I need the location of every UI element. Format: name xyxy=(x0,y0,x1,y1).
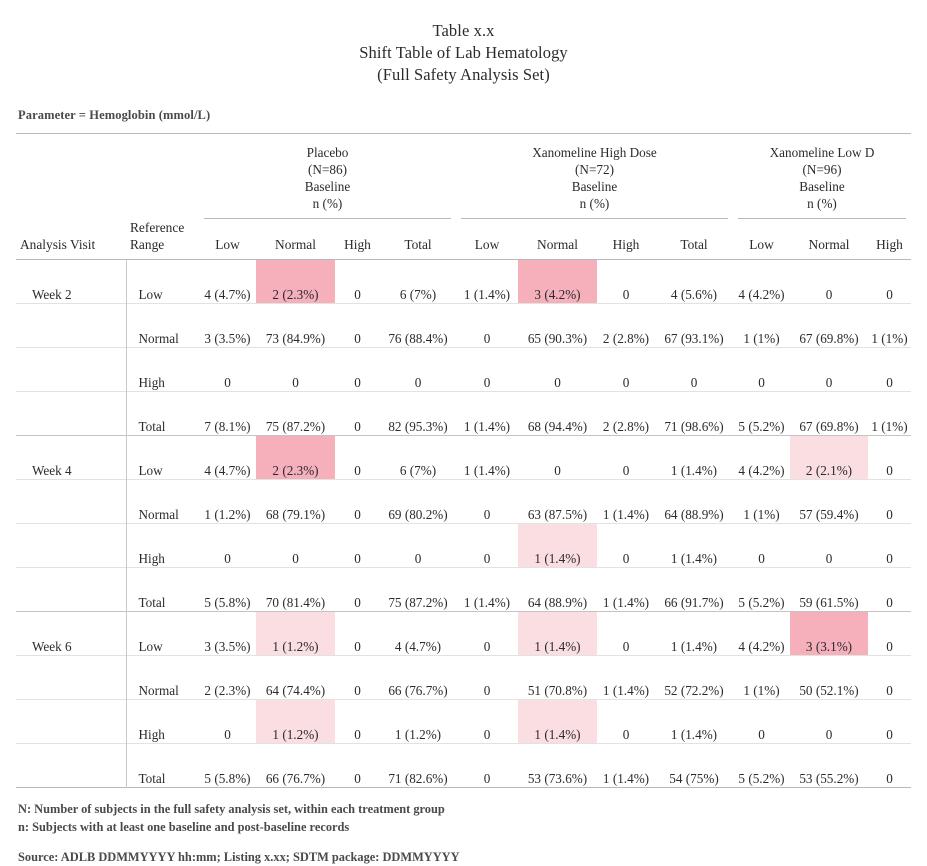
cell-analysis-visit: Week 4 xyxy=(32,463,72,478)
cell-count: 67 (69.8%) xyxy=(790,392,868,436)
cell-count: 1 (1.4%) xyxy=(456,568,518,612)
cell-count: 7 (8.1%) xyxy=(199,392,256,436)
group-unit: n (%) xyxy=(579,196,610,211)
cell-reference-range: Total xyxy=(126,392,199,436)
cell-count: 6 (7%) xyxy=(399,463,437,478)
cell-count: 0 xyxy=(554,463,561,478)
cell-count: 52 (72.2%) xyxy=(655,656,733,700)
cell-count: 4 (4.2%) xyxy=(738,463,785,478)
table-row xyxy=(16,436,911,480)
cell-count: 73 (84.9%) xyxy=(256,304,335,348)
cell-count: 57 (59.4%) xyxy=(790,480,868,524)
cell-count: 1 (1.2%) xyxy=(199,480,256,524)
cell-analysis-visit xyxy=(16,524,126,568)
cell-count: 2 (2.1%) xyxy=(790,436,868,480)
cell-count: 5 (5.2%) xyxy=(733,568,790,612)
cell-count: 0 xyxy=(597,700,655,744)
cell-count: 2 (2.3%) xyxy=(256,260,335,304)
cell-count: 5 (5.2%) xyxy=(733,744,790,788)
cell-count: 0 xyxy=(597,348,655,392)
group-name: Xanomeline High Dose xyxy=(532,145,657,160)
cell-count: 0 xyxy=(456,480,518,524)
cell-count: 0 xyxy=(380,348,456,392)
cell-count: 0 xyxy=(256,348,335,392)
group-header-xanomeline-low-dose xyxy=(733,135,911,212)
cell-count: 0 xyxy=(790,524,868,568)
col-header-highdose-low: Low xyxy=(456,219,518,260)
cell-count: 1 (1.4%) xyxy=(670,463,718,478)
cell-count: 0 xyxy=(256,524,335,568)
parameter-label: Parameter = Hemoglobin (mmol/L) xyxy=(18,108,211,122)
cell-count: 70 (81.4%) xyxy=(256,568,335,612)
cell-count: 4 (4.7%) xyxy=(394,639,442,654)
cell-count: 1 (1.4%) xyxy=(518,700,597,744)
cell-count: 2 (2.3%) xyxy=(256,436,335,480)
cell-count: 0 xyxy=(483,639,491,654)
cell-reference-range: Low xyxy=(126,260,199,304)
cell-count: 2 (2.3%) xyxy=(199,656,256,700)
cell-count: 0 xyxy=(868,700,911,744)
group-rule-placebo xyxy=(199,212,456,219)
col-header-highdose-total: Total xyxy=(655,219,733,260)
group-n: (N=72) xyxy=(575,162,614,177)
cell-count: 64 (88.9%) xyxy=(518,568,597,612)
cell-count: 0 xyxy=(199,700,256,744)
cell-analysis-visit xyxy=(16,744,126,788)
cell-count: 0 xyxy=(886,287,893,302)
col-header-lowdose-high: High xyxy=(868,219,911,260)
cell-count: 4 (5.6%) xyxy=(670,287,718,302)
col-header-highdose-high: High xyxy=(597,219,655,260)
cell-count: 0 xyxy=(655,348,733,392)
cell-count: 0 xyxy=(456,744,518,788)
table-title: Shift Table of Lab Hematology xyxy=(359,43,568,62)
cell-count: 0 xyxy=(622,639,630,654)
cell-count: 1 (1.2%) xyxy=(380,700,456,744)
cell-analysis-visit xyxy=(16,304,126,348)
cell-count: 4 (4.7%) xyxy=(204,287,251,302)
cell-count: 67 (93.1%) xyxy=(655,304,733,348)
cell-count: 0 xyxy=(335,524,380,568)
cell-count: 64 (88.9%) xyxy=(655,480,733,524)
cell-reference-range: High xyxy=(126,348,199,392)
cell-count: 0 xyxy=(456,656,518,700)
cell-count: 0 xyxy=(868,568,911,612)
col-header-highdose-normal: Normal xyxy=(518,219,597,260)
cell-count: 63 (87.5%) xyxy=(518,480,597,524)
cell-count: 1 (1.4%) xyxy=(518,524,597,568)
cell-reference-range: Total xyxy=(126,568,199,612)
cell-reference-range: Low xyxy=(126,612,199,656)
cell-count: 59 (61.5%) xyxy=(790,568,868,612)
cell-count: 0 xyxy=(199,524,256,568)
cell-analysis-visit xyxy=(16,568,126,612)
cell-analysis-visit xyxy=(16,392,126,436)
footnotes xyxy=(18,800,911,866)
cell-count: 1 (1.2%) xyxy=(256,612,335,656)
cell-count: 0 xyxy=(790,348,868,392)
cell-count: 53 (73.6%) xyxy=(518,744,597,788)
cell-count: 1 (1.4%) xyxy=(597,568,655,612)
cell-count: 0 xyxy=(733,700,790,744)
table-bottom-rule xyxy=(16,788,911,790)
cell-count: 3 (4.2%) xyxy=(518,260,597,304)
cell-count: 0 xyxy=(622,463,630,478)
cell-count: 1 (1.2%) xyxy=(256,700,335,744)
group-baseline: Baseline xyxy=(571,179,618,194)
cell-count: 68 (79.1%) xyxy=(256,480,335,524)
cell-count: 0 xyxy=(790,700,868,744)
footnote-source: Source: ADLB DDMMYYYY hh:mm; Listing x.xx; SDTM package: DDMMYYYY xyxy=(18,850,460,864)
cell-count: 1 (1%) xyxy=(733,304,790,348)
cell-count: 0 xyxy=(354,287,361,302)
cell-count: 0 xyxy=(886,639,893,654)
cell-analysis-visit: Week 6 xyxy=(32,639,72,654)
reference-range-line2: Range xyxy=(130,237,165,252)
cell-count: 4 (4.2%) xyxy=(738,287,785,302)
cell-count: 6 (7%) xyxy=(399,287,437,302)
col-header-analysis-visit: Analysis Visit xyxy=(16,219,126,260)
col-header-lowdose-normal: Normal xyxy=(790,219,868,260)
cell-count: 66 (91.7%) xyxy=(655,568,733,612)
cell-count: 1 (1.4%) xyxy=(463,287,511,302)
cell-count: 66 (76.7%) xyxy=(380,656,456,700)
cell-count: 0 xyxy=(518,348,597,392)
col-header-placebo-low: Low xyxy=(199,219,256,260)
table-row xyxy=(16,260,911,304)
cell-count: 68 (94.4%) xyxy=(518,392,597,436)
cell-count: 0 xyxy=(199,348,256,392)
cell-count: 2 (2.8%) xyxy=(597,392,655,436)
shift-table xyxy=(16,133,911,789)
col-header-placebo-normal: Normal xyxy=(256,219,335,260)
cell-count: 1 (1.4%) xyxy=(597,744,655,788)
cell-count: 4 (4.7%) xyxy=(204,463,251,478)
cell-reference-range: High xyxy=(126,700,199,744)
group-n: (N=86) xyxy=(308,162,347,177)
group-unit: n (%) xyxy=(807,196,837,211)
cell-count: 0 xyxy=(868,524,911,568)
sub-header-row xyxy=(16,219,911,260)
cell-count: 1 (1%) xyxy=(868,392,911,436)
group-name: Xanomeline Low D xyxy=(769,145,875,160)
cell-count: 0 xyxy=(868,480,911,524)
footnote-n-big: N: Number of subjects in the full safety analysis set, within each treatment group xyxy=(18,802,445,816)
cell-count: 1 (1.4%) xyxy=(670,639,718,654)
cell-count: 0 xyxy=(380,524,456,568)
cell-count: 71 (98.6%) xyxy=(655,392,733,436)
cell-count: 53 (55.2%) xyxy=(790,744,868,788)
cell-count: 0 xyxy=(335,348,380,392)
cell-count: 0 xyxy=(456,348,518,392)
cell-analysis-visit xyxy=(16,480,126,524)
cell-reference-range: Normal xyxy=(126,304,199,348)
cell-count: 67 (69.8%) xyxy=(790,304,868,348)
cell-count: 1 (1%) xyxy=(733,656,790,700)
cell-count: 75 (87.2%) xyxy=(380,568,456,612)
table-body xyxy=(16,260,911,788)
col-header-reference-range xyxy=(126,219,199,260)
cell-count: 0 xyxy=(456,524,518,568)
cell-count: 0 xyxy=(868,744,911,788)
cell-reference-range: Normal xyxy=(126,656,199,700)
cell-count: 5 (5.2%) xyxy=(733,392,790,436)
cell-count: 0 xyxy=(335,304,380,348)
footnote-n-small: n: Subjects with at least one baseline and post-baseline records xyxy=(18,820,350,834)
cell-count: 0 xyxy=(868,656,911,700)
col-header-placebo-high: High xyxy=(335,219,380,260)
table-row xyxy=(16,524,911,568)
table-title-block xyxy=(16,0,911,86)
cell-count: 0 xyxy=(335,744,380,788)
group-baseline: Baseline xyxy=(304,179,351,194)
cell-count: 0 xyxy=(335,656,380,700)
cell-count: 5 (5.8%) xyxy=(199,744,256,788)
cell-count: 1 (1.4%) xyxy=(518,612,597,656)
table-row xyxy=(16,392,911,436)
cell-reference-range: Normal xyxy=(126,480,199,524)
group-rule-xanomeline-low-dose xyxy=(733,212,911,219)
cell-count: 0 xyxy=(456,304,518,348)
cell-count: 0 xyxy=(354,639,361,654)
cell-count: 71 (82.6%) xyxy=(380,744,456,788)
table-row xyxy=(16,480,911,524)
cell-count: 64 (74.4%) xyxy=(256,656,335,700)
cell-count: 0 xyxy=(335,568,380,612)
cell-count: 82 (95.3%) xyxy=(380,392,456,436)
cell-count: 0 xyxy=(597,524,655,568)
table-foot xyxy=(16,788,911,790)
cell-count: 0 xyxy=(733,524,790,568)
cell-count: 3 (3.5%) xyxy=(204,639,251,654)
table-subtitle: (Full Safety Analysis Set) xyxy=(377,65,550,84)
cell-count: 75 (87.2%) xyxy=(256,392,335,436)
cell-count: 69 (80.2%) xyxy=(380,480,456,524)
cell-analysis-visit xyxy=(16,700,126,744)
cell-count: 1 (1.4%) xyxy=(597,480,655,524)
cell-count: 66 (76.7%) xyxy=(256,744,335,788)
cell-analysis-visit xyxy=(16,656,126,700)
cell-count: 1 (1%) xyxy=(868,304,911,348)
cell-count: 4 (4.2%) xyxy=(738,639,785,654)
cell-count: 2 (2.8%) xyxy=(597,304,655,348)
group-unit: n (%) xyxy=(312,196,343,211)
cell-count: 0 xyxy=(335,480,380,524)
cell-count: 0 xyxy=(335,392,380,436)
col-header-lowdose-low: Low xyxy=(733,219,790,260)
cell-count: 0 xyxy=(354,463,361,478)
group-rule-xanomeline-high-dose xyxy=(456,212,733,219)
table-head xyxy=(16,134,911,260)
cell-count: 0 xyxy=(868,348,911,392)
cell-count: 0 xyxy=(456,700,518,744)
group-header-placebo xyxy=(199,135,456,212)
cell-count: 0 xyxy=(335,700,380,744)
cell-count: 0 xyxy=(733,348,790,392)
cell-count: 1 (1.4%) xyxy=(463,463,511,478)
table-row xyxy=(16,700,911,744)
cell-count: 3 (3.5%) xyxy=(199,304,256,348)
group-rule-row xyxy=(16,212,911,219)
cell-count: 1 (1.4%) xyxy=(456,392,518,436)
cell-reference-range: Total xyxy=(126,744,199,788)
table-number: Table x.x xyxy=(432,21,495,40)
group-name: Placebo xyxy=(306,145,349,160)
cell-reference-range: Low xyxy=(126,436,199,480)
cell-count: 76 (88.4%) xyxy=(380,304,456,348)
cell-count: 1 (1.4%) xyxy=(655,524,733,568)
cell-count: 5 (5.8%) xyxy=(199,568,256,612)
cell-count: 0 xyxy=(825,287,833,302)
table-row xyxy=(16,568,911,612)
cell-count: 65 (90.3%) xyxy=(518,304,597,348)
col-header-placebo-total: Total xyxy=(380,219,456,260)
cell-count: 1 (1.4%) xyxy=(597,656,655,700)
group-baseline: Baseline xyxy=(799,179,845,194)
cell-count: 51 (70.8%) xyxy=(518,656,597,700)
cell-count: 50 (52.1%) xyxy=(790,656,868,700)
cell-analysis-visit: Week 2 xyxy=(32,287,72,302)
group-header-row xyxy=(16,135,911,212)
cell-analysis-visit xyxy=(16,348,126,392)
cell-count: 54 (75%) xyxy=(655,744,733,788)
table-row xyxy=(16,744,911,788)
cell-count: 1 (1.4%) xyxy=(655,700,733,744)
cell-count: 1 (1%) xyxy=(733,480,790,524)
cell-count: 0 xyxy=(886,463,893,478)
cell-count: 0 xyxy=(622,287,630,302)
table-row xyxy=(16,656,911,700)
group-n: (N=96) xyxy=(802,162,842,177)
table-row xyxy=(16,348,911,392)
cell-reference-range: High xyxy=(126,524,199,568)
reference-range-line1: Reference xyxy=(130,220,185,235)
table-row xyxy=(16,612,911,656)
group-header-xanomeline-high-dose xyxy=(456,135,733,212)
table-row xyxy=(16,304,911,348)
cell-count: 3 (3.1%) xyxy=(790,612,868,656)
